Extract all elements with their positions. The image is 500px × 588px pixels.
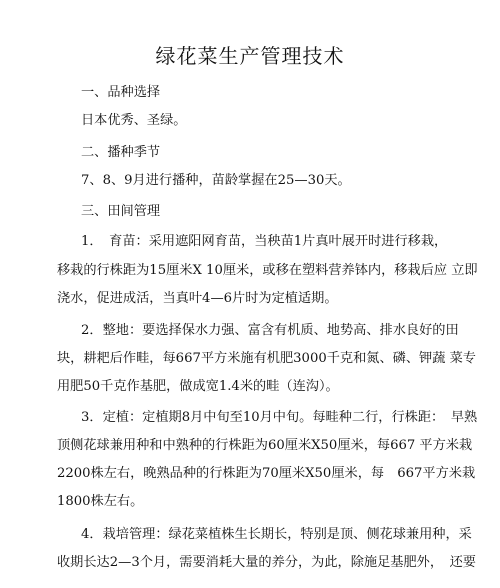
paragraph-land-line-1: 2．整地：要选择保水力强、富含有机质、地势高、排水良好的田 [81, 323, 459, 338]
paragraph-planting-line-3: 2200株左右，晚熟品种的行株距为70厘米X50厘米，每 667平方米栽 [57, 466, 476, 481]
season-text: 7、8、9月进行播种，苗龄掌握在25—30天。 [81, 173, 351, 188]
paragraph-seedling-line-1: 1． 育苗：采用遮阳网育苗，当秧苗1片真叶展开时进行移栽， [81, 234, 448, 249]
paragraph-land-line-3: 用肥50千克作基肥，做成宽1.4米的畦（连沟）。 [57, 379, 339, 394]
paragraph-cultivation-line-2: 收期长达2—3个月，需要消耗大量的养分，为此，除施足基肥外， 还要 [57, 555, 476, 570]
paragraph-planting-line-2: 顶侧花球兼用种和中熟种的行株距为60厘米X50厘米，每667 平方米栽 [57, 438, 473, 453]
paragraph-seedling-line-2: 移栽的行株距为15厘米X 10厘米，或移在塑料营养钵内，移栽后应 立即 [57, 263, 478, 278]
section-heading-variety: 一、品种选择 [81, 85, 161, 100]
section-heading-field-management: 三、田间管理 [81, 204, 161, 219]
paragraph-planting-line-1: 3．定植：定植期8月中旬至10月中旬。每畦种二行，行株距： 早熟 [81, 410, 478, 425]
section-heading-season: 二、播种季节 [81, 145, 161, 160]
paragraph-seedling-line-3: 浇水，促进成活，当真叶4—6片时为定植适期。 [57, 291, 338, 306]
variety-text: 日本优秀、圣绿。 [81, 113, 187, 128]
paragraph-land-line-2: 块，耕耙后作畦，每667平方米施有机肥3000千克和氮、磷、钾蔬 菜专 [57, 351, 476, 366]
paragraph-cultivation-line-1: 4．栽培管理：绿花菜植株生长期长，特别是顶、侧花球兼用种，采 [81, 527, 472, 542]
document-title: 绿花菜生产管理技术 [155, 44, 345, 68]
paragraph-planting-line-4: 1800株左右。 [57, 494, 144, 509]
